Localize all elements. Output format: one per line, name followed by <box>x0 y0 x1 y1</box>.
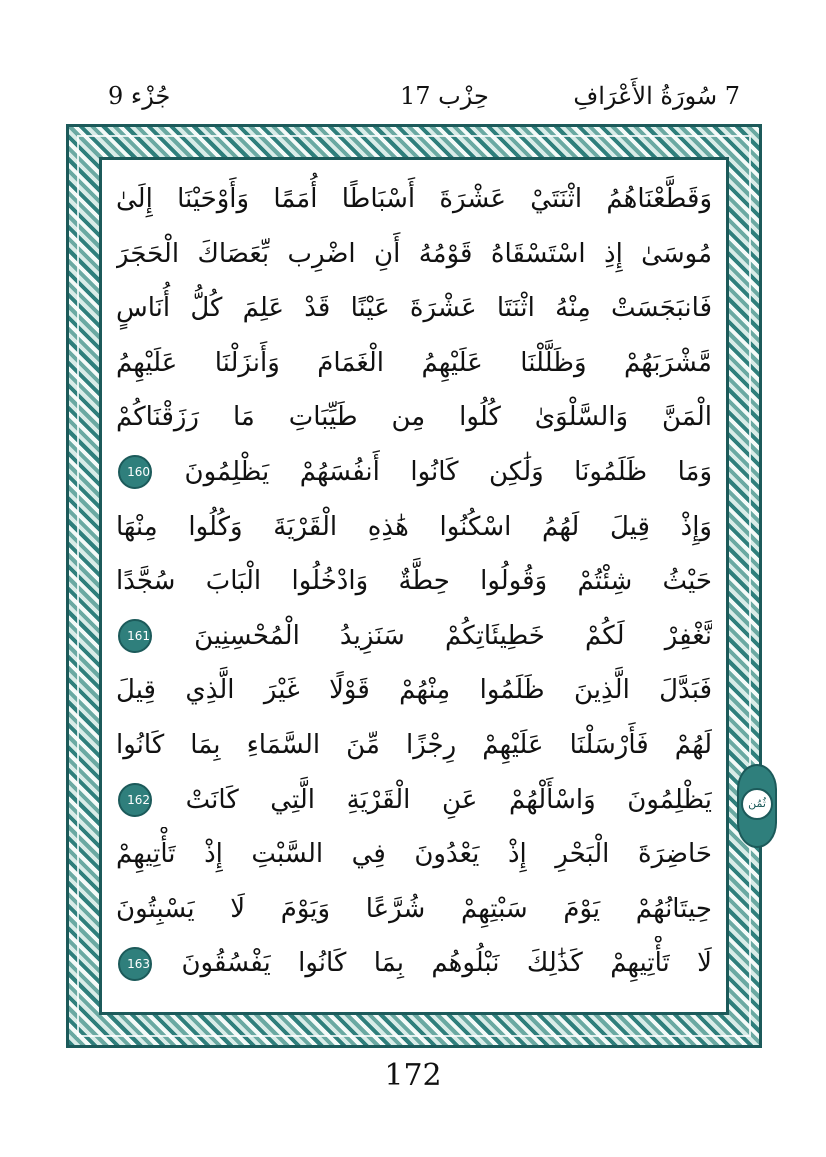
text-line <box>116 554 712 609</box>
line-text: لَهُمْ فَأَرْسَلْنَا عَلَيْهِمْ رِجْزًا مِّنَ السَّمَاءِ بِمَا كَانُوا <box>116 729 712 760</box>
surah-label: 7 سُورَةُ الأَعْرَافِ <box>573 82 740 110</box>
text-line <box>116 663 712 718</box>
text-line <box>116 336 712 391</box>
text-line <box>116 936 712 991</box>
text-line <box>116 609 712 664</box>
thumun-label: ثُمُن <box>741 788 773 820</box>
line-text: الْمَنَّ وَالسَّلْوَىٰ كُلُوا مِن طَيِّبَاتِ مَا رَزَقْنَاكُمْ <box>116 402 712 433</box>
text-line <box>116 718 712 773</box>
ayah-number-marker: 161 <box>118 619 152 653</box>
text-line <box>116 773 712 828</box>
line-text: وَقَطَّعْنَاهُمُ اثْنَتَيْ عَشْرَةَ أَسْبَاطًا أُمَمًا وَأَوْحَيْنَا إِلَىٰ <box>116 184 712 214</box>
line-text: فَانبَجَسَتْ مِنْهُ اثْنَتَا عَشْرَةَ عَيْنًا قَدْ عَلِمَ كُلُّ أُنَاسٍ <box>116 293 712 324</box>
line-text: حَيْثُ شِئْتُمْ وَقُولُوا حِطَّةٌ وَادْخُلُوا الْبَابَ سُجَّدًا <box>116 566 712 597</box>
line-text: وَإِذْ قِيلَ لَهُمُ اسْكُنُوا هَٰذِهِ الْقَرْيَةَ وَكُلُوا مِنْهَا <box>116 511 712 542</box>
page-number: 172 <box>384 1058 442 1093</box>
ayah-number-marker: 163 <box>118 947 152 981</box>
text-line <box>116 281 712 336</box>
line-text: نَّغْفِرْ لَكُمْ خَطِيئَاتِكُمْ سَنَزِيدُ الْمُحْسِنِينَ <box>194 620 712 651</box>
text-line <box>116 390 712 445</box>
text-line <box>116 500 712 555</box>
page-header <box>100 82 740 118</box>
line-text: حَاضِرَةَ الْبَحْرِ إِذْ يَعْدُونَ فِي السَّبْتِ إِذْ تَأْتِيهِمْ <box>116 839 712 870</box>
text-line <box>116 882 712 937</box>
text-line <box>116 445 712 500</box>
line-text: يَظْلِمُونَ وَاسْأَلْهُمْ عَنِ الْقَرْيَةِ الَّتِي كَانَتْ <box>185 784 712 815</box>
ayah-number-marker: 162 <box>118 783 152 817</box>
thumun-marker-medallion <box>734 764 780 848</box>
line-text: فَبَدَّلَ الَّذِينَ ظَلَمُوا مِنْهُمْ قَوْلًا غَيْرَ الَّذِي قِيلَ <box>116 675 712 706</box>
ayah-number-marker: 160 <box>118 455 152 489</box>
hizb-label: حِزْب 17 <box>400 82 489 110</box>
line-text: وَمَا ظَلَمُونَا وَلَٰكِن كَانُوا أَنفُسَهُمْ يَظْلِمُونَ <box>184 456 712 487</box>
line-text: حِيتَانُهُمْ يَوْمَ سَبْتِهِمْ شُرَّعًا وَيَوْمَ لَا يَسْبِتُونَ <box>116 893 712 924</box>
line-text: لَا تَأْتِيهِمْ كَذَٰلِكَ نَبْلُوهُم بِمَا كَانُوا يَفْسُقُونَ <box>181 948 712 979</box>
text-line <box>116 827 712 882</box>
line-text: مَّشْرَبَهُمْ وَظَلَّلْنَا عَلَيْهِمُ الْغَمَامَ وَأَنزَلْنَا عَلَيْهِمُ <box>116 347 712 378</box>
text-line <box>116 172 712 227</box>
line-text: مُوسَىٰ إِذِ اسْتَسْقَاهُ قَوْمُهُ أَنِ اضْرِب بِّعَصَاكَ الْحَجَرَ <box>116 238 712 269</box>
quran-text <box>116 172 712 992</box>
juz-label: جُزْء 9 <box>108 82 171 110</box>
text-line <box>116 227 712 282</box>
